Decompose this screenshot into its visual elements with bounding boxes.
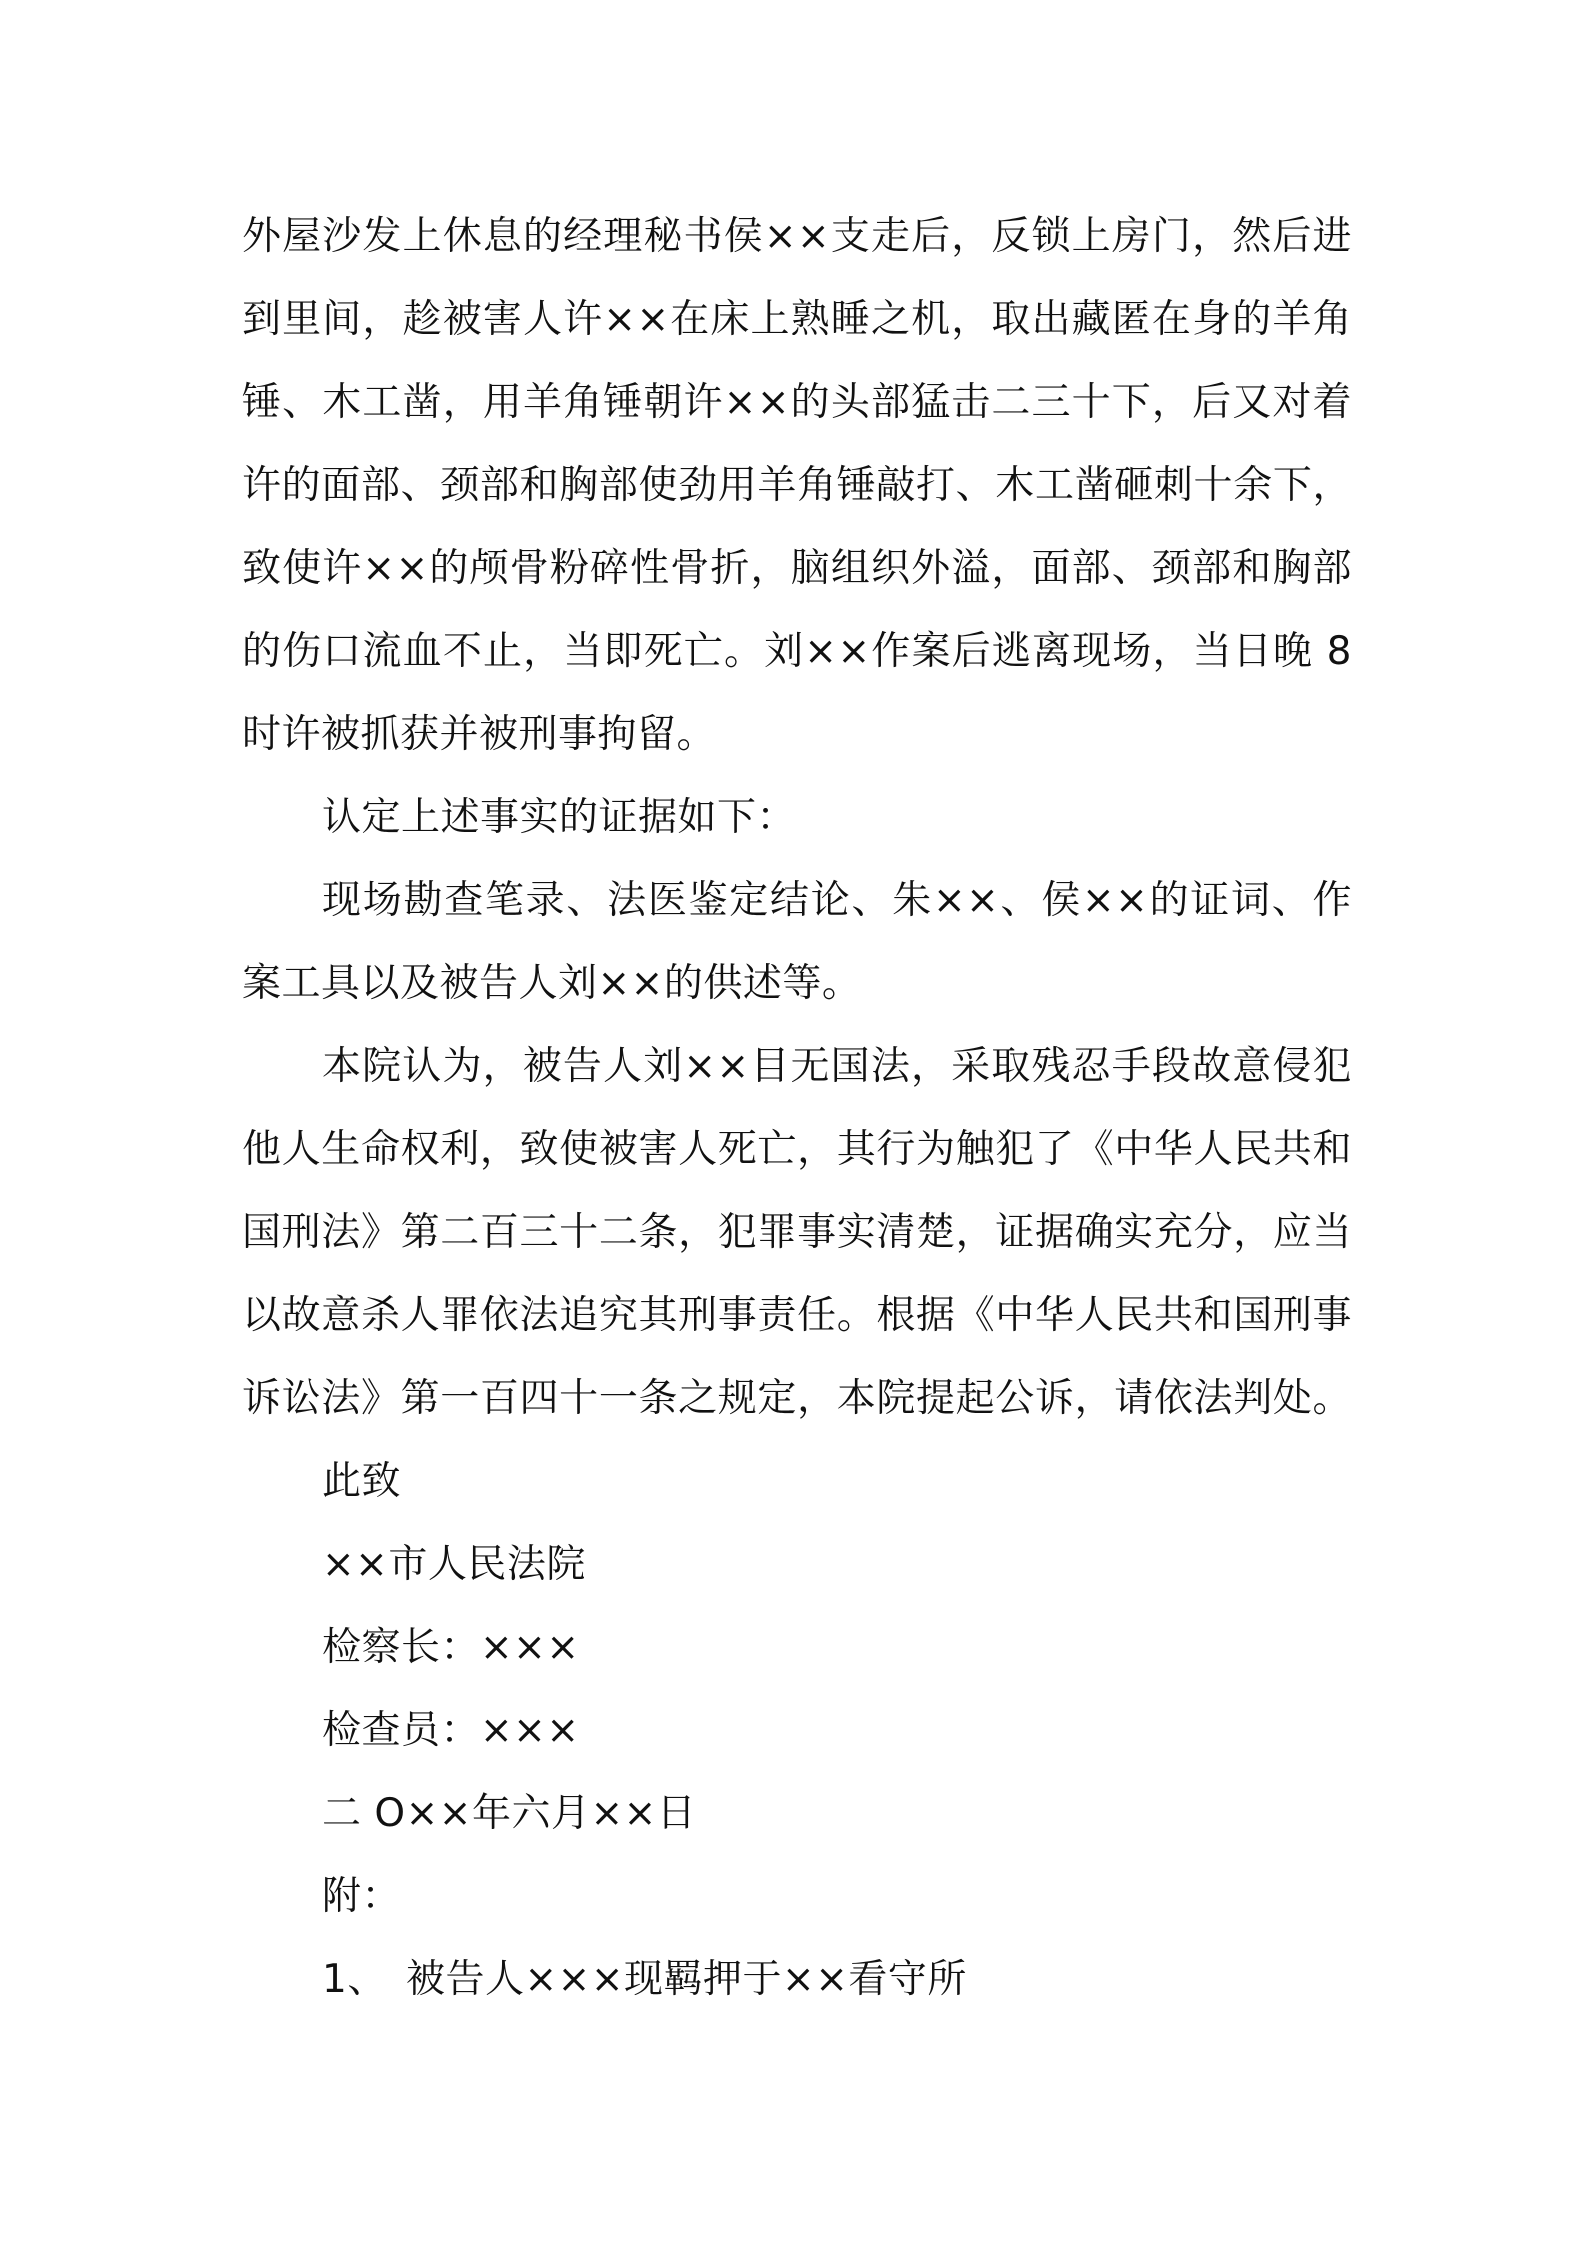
opinion-paragraph <box>242 1025 1352 1440</box>
paragraph-line: 的伤口流血不止，当即死亡。刘××作案后逃离现场，当日晚 8 <box>242 629 1352 674</box>
document-body <box>242 195 1352 2021</box>
attachment-number: 1、 <box>322 1957 387 2002</box>
evidence-heading: 认定上述事实的证据如下： <box>322 795 797 840</box>
paragraph-line: 时许被抓获并被刑事拘留。 <box>242 712 717 757</box>
court-name: ××市人民法院 <box>322 1542 586 1587</box>
document-date: 二 O××年六月××日 <box>322 1791 697 1836</box>
paragraph-line: 致使许××的颅骨粉碎性骨折，脑组织外溢，面部、颈部和胸部 <box>242 546 1352 591</box>
paragraph-line: 他人生命权利，致使被害人死亡，其行为触犯了《中华人民共和 <box>242 1127 1352 1172</box>
paragraph-line: 国刑法》第二百三十二条，犯罪事实清楚，证据确实充分，应当 <box>242 1210 1352 1255</box>
paragraph-line: 以故意杀人罪依法追究其刑事责任。根据《中华人民共和国刑事 <box>242 1293 1352 1338</box>
attachment-item <box>242 1938 1352 2021</box>
chief-prosecutor-signature: 检察长：××× <box>322 1625 580 1670</box>
prosecutor-signature: 检查员：××× <box>322 1708 580 1753</box>
evidence-paragraph <box>242 859 1352 1025</box>
salutation: 此致 <box>322 1459 402 1504</box>
paragraph-line: 许的面部、颈部和胸部使劲用羊角锤敲打、木工凿砸刺十余下， <box>242 463 1352 508</box>
attachment-heading: 附： <box>322 1874 402 1919</box>
attachment-text: 被告人×××现羁押于××看守所 <box>406 1957 967 2002</box>
paragraph-line: 锤、木工凿，用羊角锤朝许××的头部猛击二三十下，后又对着 <box>242 380 1352 425</box>
paragraph-line: 外屋沙发上休息的经理秘书侯××支走后，反锁上房门，然后进 <box>242 214 1352 259</box>
paragraph-line: 到里间，趁被害人许××在床上熟睡之机，取出藏匿在身的羊角 <box>242 297 1352 342</box>
paragraph-line: 本院认为，被告人刘××目无国法，采取残忍手段故意侵犯 <box>322 1044 1352 1089</box>
paragraph-line: 诉讼法》第一百四十一条之规定，本院提起公诉，请依法判处。 <box>242 1376 1352 1421</box>
paragraph-line: 现场勘查笔录、法医鉴定结论、朱××、侯××的证词、作 <box>322 878 1352 923</box>
facts-paragraph <box>242 195 1352 776</box>
paragraph-line: 案工具以及被告人刘××的供述等。 <box>242 961 862 1006</box>
